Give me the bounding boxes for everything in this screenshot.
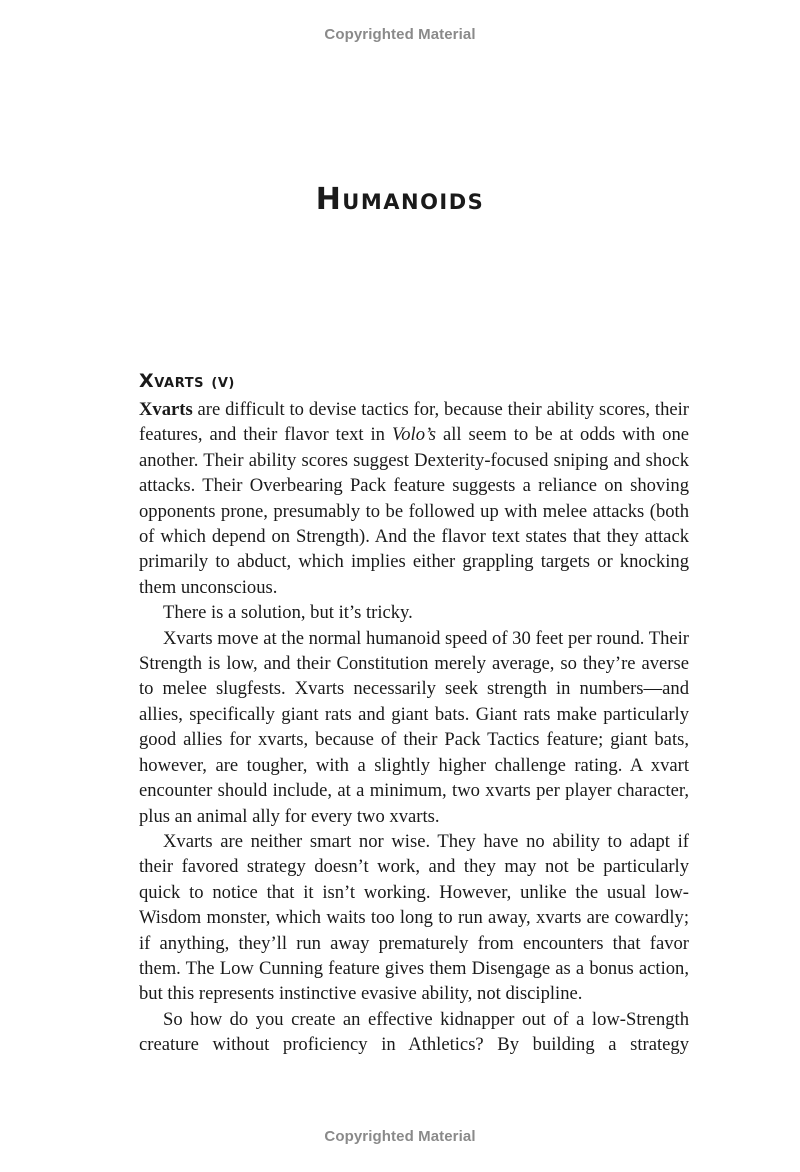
copyright-watermark-top: Copyrighted Material	[324, 26, 476, 43]
paragraph-5: So how do you create an effective kidnapper out of a low-Strength creature without proficiency in Athletics? By building a strategy	[139, 1008, 689, 1056]
paragraph-1	[139, 397, 689, 600]
paragraph-3: Xvarts move at the normal humanoid speed of 30 feet per round. Their Strength is low, and their Constitution merely average, so they’re averse to melee slugfests. Xvarts necessarily seek strength in numbers—and allies, specifically giant rats and giant bats. Giant rats make particularly good allies for xvarts, because of their Pack Tactics feature; giant bats, however, are tougher, with a slightly higher challenge rating. A xvart encounter should include, at a minimum, two xvarts per player character, plus an animal ally for every two xvarts.	[139, 627, 689, 827]
section-heading	[139, 368, 689, 397]
paragraph-4: Xvarts are neither smart nor wise. They have no ability to adapt if their favored strategy doesn’t work, and they may not be particularly quick to notice that it isn’t working. However, unlike the usual low-Wisdom monster, which waits too long to run away, xvarts are cowardly; if anything, they’ll run away prematurely from encounters that favor them. The Low Cunning feature gives them Disengage as a bonus action, but this represents instinctive evasive ability, not discipline.	[139, 830, 689, 1005]
paragraph-2: There is a solution, but it’s tricky.	[163, 602, 413, 624]
book-title-italic: Volo’s	[391, 424, 437, 446]
paragraph-1-text-b: all seem to be at odds with one another. Their ability scores suggest Dexterity-focused sniping and shock attacks. Their Overbearing Pack feature suggests a reliance on shoving opponents prone, presumably to be followed up with melee attacks (both of which depend on Strength). And the flavor text states that they attack primarily to abduct, which implies either grappling targets or knocking them unconscious.	[139, 424, 689, 598]
chapter-title: Humanoids	[315, 182, 485, 217]
section-heading-tag: (V)	[211, 376, 235, 391]
paragraph-lead-term: Xvarts	[139, 399, 193, 420]
section-heading-text: Xvarts	[139, 370, 205, 392]
paragraph-1-text-a: are difficult to devise tactics for, because their ability scores, their features, and their flavor text in	[139, 399, 689, 446]
copyright-watermark-bottom: Copyrighted Material	[324, 1128, 476, 1145]
page-body	[139, 368, 689, 1058]
